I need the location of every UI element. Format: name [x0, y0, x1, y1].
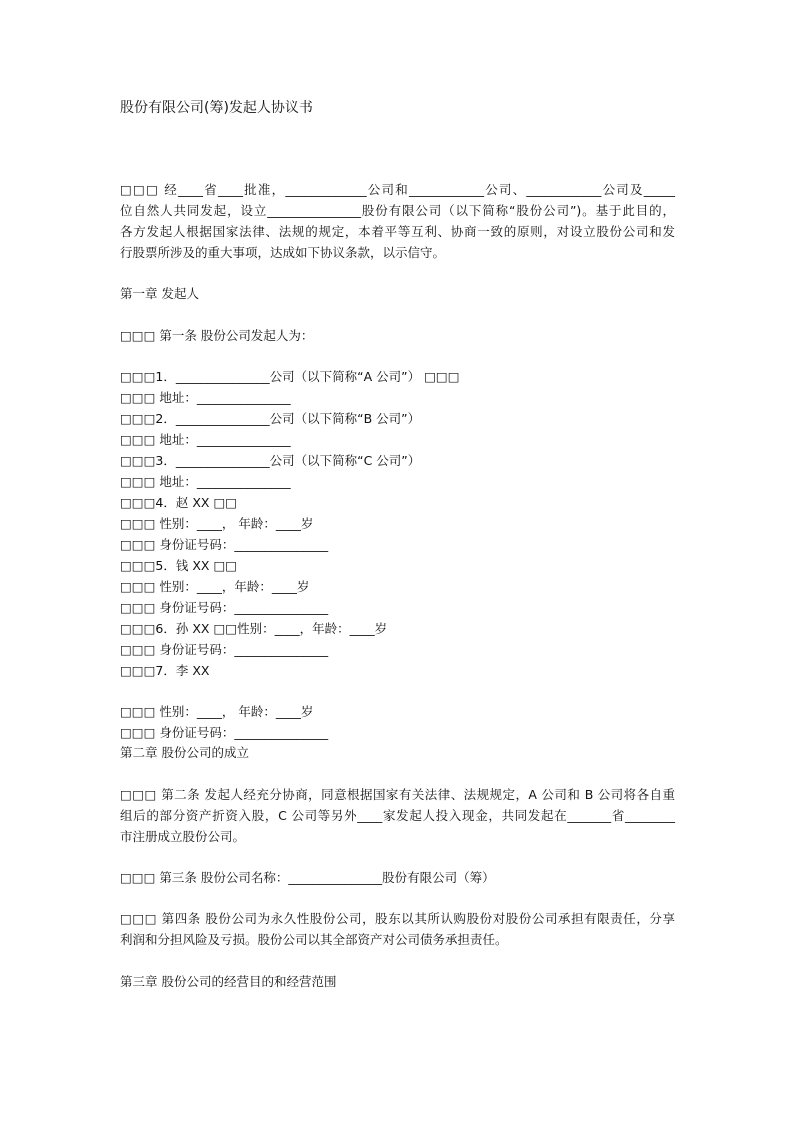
promoter-line: □□□1．_______________公司（以下简称“A 公司”） □□□ [120, 369, 460, 384]
preamble-line-3: 各方发起人根据国家法律、法规的规定，本着平等互利、协商一致的原则，对设立股份公司和发 [120, 224, 675, 239]
promoter-line: □□□ 身份证号码：_______________ [120, 725, 329, 740]
preamble-line-1: □□□ 经____省____批准，_____________公司和____________公司、____________公司及_____ [120, 182, 675, 197]
article-4-line-2: 利润和分担风险及亏损。股份公司以其全部资产对公司债务承担责任。 [120, 932, 508, 947]
promoter-line: □□□ 地址：_______________ [120, 474, 291, 489]
preamble-line-2: 位自然人共同发起，设立_______________股份有限公司（以下简称“股份公司”)。基于此目的， [120, 203, 675, 218]
promoter-line: □□□2．_______________公司（以下简称“B 公司”） [120, 411, 421, 426]
chapter-2-heading: 第二章 股份公司的成立 [120, 745, 249, 760]
promoter-line: □□□ 地址：_______________ [120, 390, 291, 405]
promoter-line: □□□5．钱 XX □□ [120, 558, 238, 573]
chapter-3-heading: 第三章 股份公司的经营目的和经营范围 [120, 974, 337, 989]
promoter-line: □□□7．李 XX [120, 663, 210, 678]
promoter-line: □□□ 身份证号码：_______________ [120, 600, 329, 615]
preamble-line-4: 行股票所涉及的重大事项，达成如下协议条款，以示信守。 [120, 245, 446, 260]
promoter-line: □□□ 性别：____， 年龄：____岁 [120, 516, 314, 531]
promoter-line: □□□ 身份证号码：_______________ [120, 642, 329, 657]
promoter-line: □□□6．孙 XX □□性别：____，年龄：____岁 [120, 621, 388, 636]
promoter-line: □□□ 性别：____， 年龄：____岁 [120, 704, 314, 719]
promoter-line: □□□3．_______________公司（以下简称“C 公司”） [120, 453, 421, 468]
article-3: □□□ 第三条 股份公司名称：_______________股份有限公司（筹） [120, 870, 495, 885]
promoter-line: □□□4．赵 XX □□ [120, 495, 238, 510]
promoter-line: □□□ 身份证号码：_______________ [120, 537, 329, 552]
promoter-line: □□□ 性别：____，年龄：____岁 [120, 579, 310, 594]
article-4-line-1: □□□ 第四条 股份公司为永久性股份公司，股东以其所认购股份对股份公司承担有限责任，分享 [120, 911, 675, 926]
article-2-line-1: □□□ 第二条 发起人经充分协商，同意根据国家有关法律、法规规定，A 公司和 B 公司将各自重 [120, 787, 675, 802]
document-title: 股份有限公司(筹)发起人协议书 [120, 100, 313, 116]
article-2-line-2: 组后的部分资产折资入股，C 公司等另外____家发起人投入现金，共同发起在_______省________ [120, 808, 675, 823]
article-1: □□□ 第一条 股份公司发起人为： [120, 328, 314, 343]
chapter-1-heading: 第一章 发起人 [120, 286, 199, 301]
promoter-line: □□□ 地址：_______________ [120, 432, 291, 447]
article-2-line-3: 市注册成立股份公司。 [120, 829, 246, 844]
